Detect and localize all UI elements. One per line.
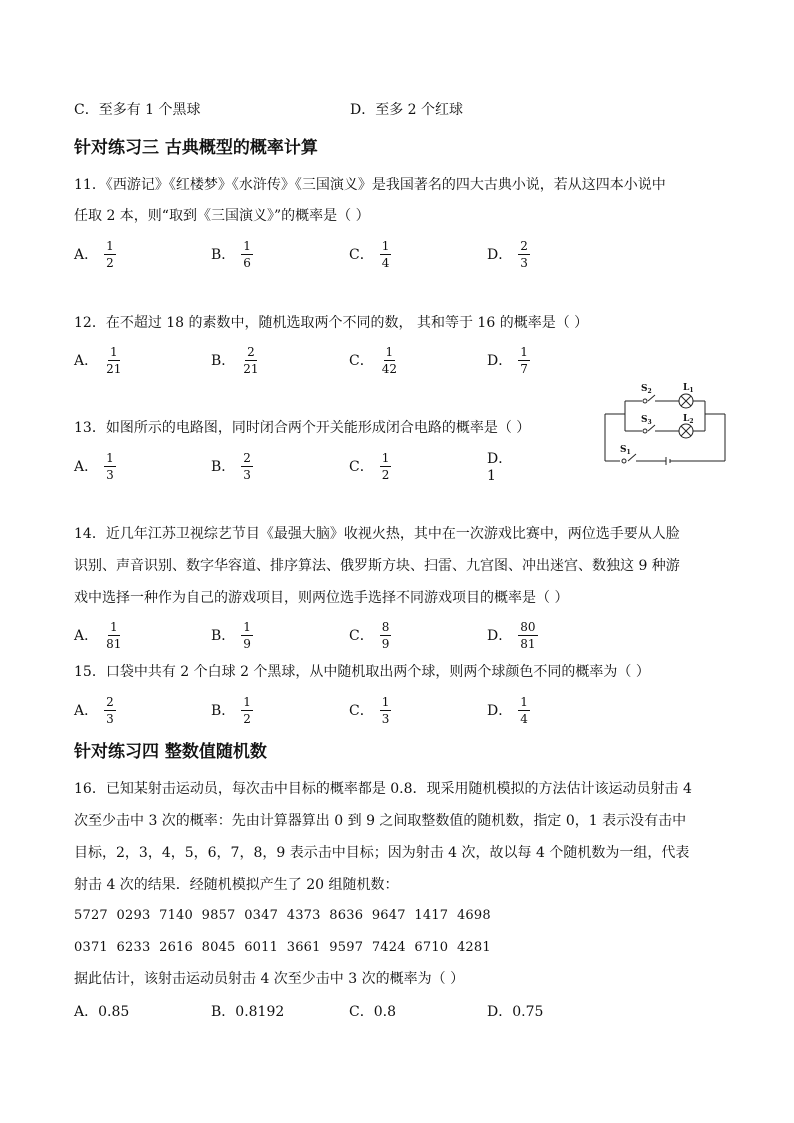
label-s3: $S_3$ xyxy=(641,415,652,426)
option-label: C． xyxy=(349,628,374,644)
q11-option-d xyxy=(487,234,530,274)
option-label: C． xyxy=(349,247,374,263)
numerator: 2 xyxy=(247,344,255,359)
q12-option-c xyxy=(349,340,399,380)
option-label: B． xyxy=(211,353,236,369)
denominator: 4 xyxy=(381,255,390,270)
random-numbers-row2: 0371 6233 2616 8045 6011 3661 9597 7424 6710 4281 xyxy=(74,940,491,955)
option-label: A． xyxy=(74,703,99,719)
q11-stem-line1: 11．《西游记》《红楼梦》《水浒传》《三国演义》是我国著名的四大古典小说，若从这四本小说中 xyxy=(74,177,666,193)
q12-option-b xyxy=(211,340,261,380)
denominator: 4 xyxy=(520,711,528,726)
denominator: 3 xyxy=(106,467,114,482)
numerator: 1 xyxy=(381,694,390,709)
q11-option-b xyxy=(211,234,253,274)
label-l1: $L_1$ xyxy=(683,383,694,394)
circuit-diagram xyxy=(600,376,730,466)
fraction xyxy=(380,451,392,482)
denominator: 9 xyxy=(243,636,251,651)
numerator: 8 xyxy=(381,619,390,634)
switch-s1-terminal xyxy=(622,459,626,463)
fraction xyxy=(518,239,530,270)
denominator: 9 xyxy=(381,636,390,651)
q16-option-a: A．0.85 xyxy=(74,1004,130,1020)
fraction xyxy=(104,695,116,726)
option-label: A． xyxy=(74,353,99,369)
q16-stem-line2: 次至少击中 3 次的概率：先由计算器算出 0 到 9 之间取整数值的随机数，指定 0，1 表示没有击中 xyxy=(74,813,687,829)
numerator: 1 xyxy=(520,694,528,709)
denominator: 7 xyxy=(520,361,528,376)
numerator: 1 xyxy=(381,238,390,253)
switch-s3-terminal xyxy=(643,429,647,433)
numerator: 1 xyxy=(106,238,114,253)
denominator: 3 xyxy=(381,711,390,726)
numerator: 80 xyxy=(520,619,536,634)
q13-stem-line1: 13．如图所示的电路图，同时闭合两个开关能形成闭合电路的概率是（ ） xyxy=(74,420,531,436)
random-numbers-row1: 5727 0293 7140 9857 0347 4373 8636 9647 1417 4698 xyxy=(74,908,491,923)
label-l2: $L_2$ xyxy=(683,414,694,425)
q12-option-d xyxy=(487,340,530,380)
numerator: 2 xyxy=(520,238,528,253)
q16-stem-line1: 16．已知某射击运动员，每次击中目标的概率都是 0.8．现采用随机模拟的方法估计该运动员射击 4 xyxy=(74,781,692,797)
fraction xyxy=(241,695,253,726)
q15-stem-line1: 15．口袋中共有 2 个白球 2 个黑球，从中随机取出两个球，则两个球颜色不同的概率为（ ） xyxy=(74,664,650,680)
q15-option-a xyxy=(74,690,116,730)
q13-option-a xyxy=(74,446,116,486)
fraction xyxy=(104,451,116,482)
fraction xyxy=(241,620,253,651)
q12-option-a xyxy=(74,340,123,380)
label-s2: $S_2$ xyxy=(641,384,652,395)
q13-option-d: D．1 xyxy=(487,451,513,484)
denominator: 42 xyxy=(381,361,397,376)
fraction xyxy=(104,620,123,651)
numerator: 1 xyxy=(109,344,118,359)
fraction xyxy=(241,345,260,376)
fraction xyxy=(518,620,537,651)
label-s1: $S_1$ xyxy=(620,445,631,456)
q13-option-b xyxy=(211,446,253,486)
section-heading-3: 针对练习三 古典概型的概率计算 xyxy=(74,138,318,158)
q15-option-b xyxy=(211,690,253,730)
option-label: B． xyxy=(211,459,236,475)
q16-option-c: C．0.8 xyxy=(349,1004,396,1020)
q11-option-a xyxy=(74,234,116,274)
numerator: 1 xyxy=(109,619,118,634)
q16-option-b: B．0.8192 xyxy=(211,1004,285,1020)
option-label: D． xyxy=(487,353,513,369)
denominator: 21 xyxy=(106,361,122,376)
numerator: 1 xyxy=(243,619,251,634)
q16-options xyxy=(74,1002,594,1022)
q16-option-d: D．0.75 xyxy=(487,1004,544,1020)
switch-s2-terminal xyxy=(643,399,647,403)
switch-s2-blade xyxy=(648,395,655,401)
denominator: 21 xyxy=(243,361,259,376)
option-label: B． xyxy=(211,247,236,263)
q14-option-c xyxy=(349,615,391,655)
q14-stem-line2: 识别、声音识别、数字华容道、排序算法、俄罗斯方块、扫雷、九宫图、冲出迷宫、数独这 9 种游 xyxy=(74,558,680,574)
q10-option-d: D．至多 2 个红球 xyxy=(350,102,464,118)
option-label: B． xyxy=(211,703,236,719)
denominator: 3 xyxy=(106,711,114,726)
fraction xyxy=(241,239,253,270)
q11-stem-line2: 任取 2 本，则“取到《三国演义》”的概率是（ ） xyxy=(74,208,370,224)
denominator: 81 xyxy=(520,636,536,651)
numerator: 2 xyxy=(106,694,114,709)
q15-option-c xyxy=(349,690,391,730)
option-label: D． xyxy=(487,247,513,263)
numerator: 1 xyxy=(243,694,251,709)
numerator: 1 xyxy=(385,344,394,359)
option-label: A． xyxy=(74,247,99,263)
q14-option-a xyxy=(74,615,123,655)
fraction xyxy=(518,695,530,726)
q16-stem-line5: 据此估计，该射击运动员射击 4 次至少击中 3 次的概率为（ ） xyxy=(74,971,465,987)
fraction xyxy=(380,345,399,376)
numerator: 2 xyxy=(243,450,251,465)
q14-stem-line1: 14．近几年江苏卫视综艺节目《最强大脑》收视火热，其中在一次游戏比赛中，两位选手要从人脸 xyxy=(74,526,680,542)
q12-stem-line1: 12．在不超过 18 的素数中，随机选取两个不同的数， 其和等于 16 的概率是（ ） xyxy=(74,315,589,331)
numerator: 1 xyxy=(381,450,390,465)
q10-option-c: C．至多有 1 个黑球 xyxy=(74,102,201,118)
q16-stem-line3: 目标，2，3，4，5，6，7，8，9 表示击中目标；因为射击 4 次，故以每 4 个随机数为一组，代表 xyxy=(74,845,690,861)
q14-option-d xyxy=(487,615,538,655)
fraction xyxy=(380,239,392,270)
denominator: 2 xyxy=(381,467,390,482)
fraction xyxy=(104,239,116,270)
section-heading-4: 针对练习四 整数值随机数 xyxy=(74,742,267,762)
denominator: 81 xyxy=(106,636,122,651)
q14-option-b xyxy=(211,615,253,655)
option-label: B． xyxy=(211,628,236,644)
numerator: 1 xyxy=(243,238,251,253)
fraction xyxy=(104,345,123,376)
q16-stem-line4: 射击 4 次的结果．经随机模拟产生了 20 组随机数： xyxy=(74,877,399,893)
fraction xyxy=(241,451,253,482)
option-label: C． xyxy=(349,353,374,369)
fraction xyxy=(380,695,392,726)
denominator: 6 xyxy=(243,255,251,270)
fraction xyxy=(518,345,530,376)
option-label: D． xyxy=(487,703,513,719)
q13-option-c xyxy=(349,446,391,486)
option-label: A． xyxy=(74,628,99,644)
q15-option-d xyxy=(487,690,530,730)
denominator: 2 xyxy=(243,711,251,726)
denominator: 3 xyxy=(243,467,251,482)
option-label: D． xyxy=(487,628,513,644)
option-label: C． xyxy=(349,703,374,719)
q11-option-c xyxy=(349,234,391,274)
option-label: C． xyxy=(349,459,374,475)
fraction xyxy=(380,620,392,651)
denominator: 3 xyxy=(520,255,528,270)
denominator: 2 xyxy=(106,255,114,270)
numerator: 1 xyxy=(106,450,114,465)
numerator: 1 xyxy=(520,344,528,359)
q14-stem-line3: 戏中选择一种作为自己的游戏项目，则两位选手选择不同游戏项目的概率是（ ） xyxy=(74,590,569,606)
option-label: A． xyxy=(74,459,99,475)
